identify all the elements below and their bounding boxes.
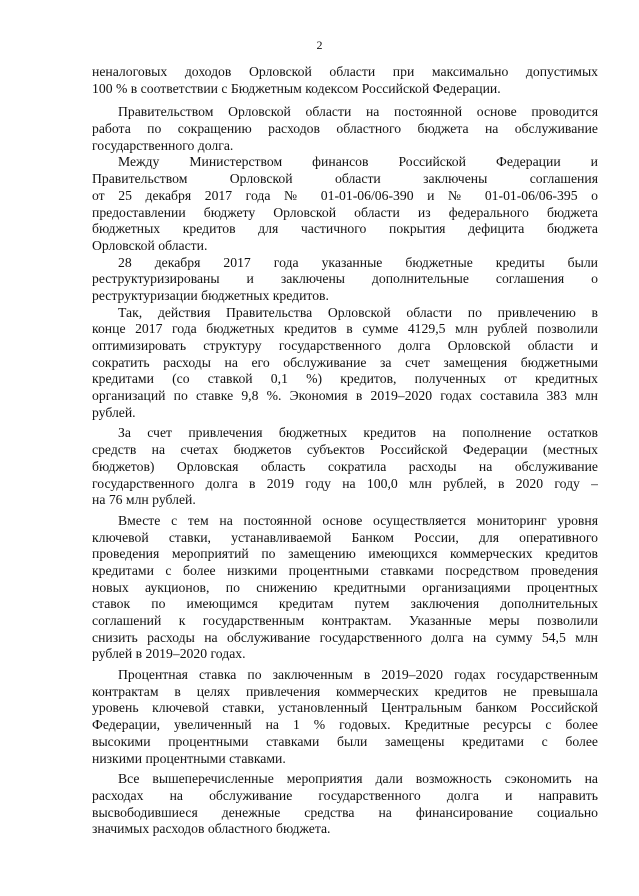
text-line: Вместе с тем на постоянной основе осуществляется мониторинг уровня	[118, 512, 598, 528]
text-line: Правительством Орловской области на постоянной основе проводится	[118, 104, 598, 120]
text-line: значимых расходов областного бюджета.	[92, 821, 331, 837]
paragraph	[92, 513, 598, 663]
text-line: новых аукционов, по снижению кредитными организациями процентных	[92, 579, 598, 595]
document-body	[92, 64, 598, 838]
text-line: рублей.	[92, 404, 136, 420]
paragraph	[92, 771, 598, 838]
text-line: контрактам в целях привлечения коммерческих кредитов не превышала	[92, 683, 598, 699]
text-line: работа по сокращению расходов областного бюджета на обслуживание	[92, 121, 598, 137]
text-line: от 25 декабря 2017 года № 01-01-06/06-390 и № 01-01-06/06-395 о	[92, 187, 598, 203]
text-line: конце 2017 года бюджетных кредитов в сумме 4129,5 млн рублей позволили	[92, 321, 598, 337]
text-line: сократить расходы на его обслуживание за счет замещения бюджетными	[92, 354, 598, 370]
text-line: Правительством Орловской области заключены соглашения	[92, 171, 598, 187]
text-line: государственного долга в 2019 году на 100,0 млн рублей, в 2020 году –	[92, 475, 598, 491]
text-line: бюджетов) Орловская область сократила расходы на обслуживание	[92, 458, 598, 474]
text-line: оптимизировать структуру государственного долга Орловской области и	[92, 338, 598, 353]
text-line: неналоговых доходов Орловской области при максимально допустимых	[92, 64, 598, 79]
text-line: реструктуризированы и заключены дополнительные соглашения о	[92, 271, 598, 287]
paragraph	[92, 305, 598, 422]
text-line: 100 % в соответствии с Бюджетным кодексом Российской Федерации.	[92, 80, 501, 96]
text-line: на 76 млн рублей.	[92, 492, 196, 508]
text-line: бюджетных кредитов для частичного покрытия дефицита бюджета	[92, 221, 598, 237]
text-line: Все вышеперечисленные мероприятия дали возможность сэкономить на	[118, 771, 598, 787]
paragraph	[92, 255, 598, 305]
text-line: низкими процентными ставками.	[92, 750, 286, 766]
text-line: соглашений к государственным контрактам. Указанные меры позволили	[92, 613, 598, 628]
text-line: снизить расходы на обслуживание государственного долга на сумму 54,5 млн	[92, 629, 598, 645]
text-line: предоставлении бюджету Орловской области из федерального бюджета	[92, 204, 598, 220]
text-line: Федерации, увеличенный на 1 % годовых. Кредитные ресурсы с более	[92, 717, 598, 733]
text-line: 28 декабря 2017 года указанные бюджетные кредиты были	[118, 254, 598, 270]
text-line: кредитами (со ставкой 0,1 %) кредитов, полученных от кредитных	[92, 371, 598, 387]
paragraph	[92, 425, 598, 508]
page-number: 2	[316, 38, 323, 52]
text-line: рублей в 2019–2020 годах.	[92, 646, 246, 662]
text-line: кредитами с более низкими процентными ставками посредством проведения	[92, 562, 598, 578]
text-line: ключевой ставки, устанавливаемой Банком России, для оперативного	[92, 529, 598, 545]
paragraph	[92, 667, 598, 767]
text-line: Процентная ставка по заключенным в 2019–2020 годах государственным	[118, 667, 598, 683]
paragraph	[92, 154, 598, 254]
paragraph	[92, 64, 598, 97]
text-line: Между Министерством финансов Российской Федерации и	[118, 154, 598, 170]
text-line: высокими процентными ставками были замещены кредитами с более	[92, 733, 598, 749]
text-line: Так, действия Правительства Орловской области по привлечению в	[118, 304, 598, 320]
text-line: За счет привлечения бюджетных кредитов на пополнение остатков	[118, 425, 598, 441]
text-line: ставок по имеющимся кредитам путем заключения дополнительных	[92, 596, 598, 612]
text-line: организаций по ставке 9,8 %. Экономия в 2019–2020 годах составила 383 млн	[92, 388, 598, 404]
text-line: государственного долга.	[92, 137, 234, 153]
text-line: высвободившиеся денежные средства на финансирование социально	[92, 804, 598, 820]
paragraph	[92, 104, 598, 154]
text-line: реструктуризации бюджетных кредитов.	[92, 287, 329, 303]
text-line: расходах на обслуживание государственного долга и направить	[92, 787, 598, 803]
text-line: Орловской области.	[92, 237, 208, 253]
text-line: проведения мероприятий по замещению имеющихся коммерческих кредитов	[92, 546, 598, 562]
text-line: средств на счетах бюджетов субъектов Российской Федерации (местных	[92, 442, 598, 458]
text-line: уровень ключевой ставки, установленный Центральным банком Российской	[92, 700, 598, 716]
